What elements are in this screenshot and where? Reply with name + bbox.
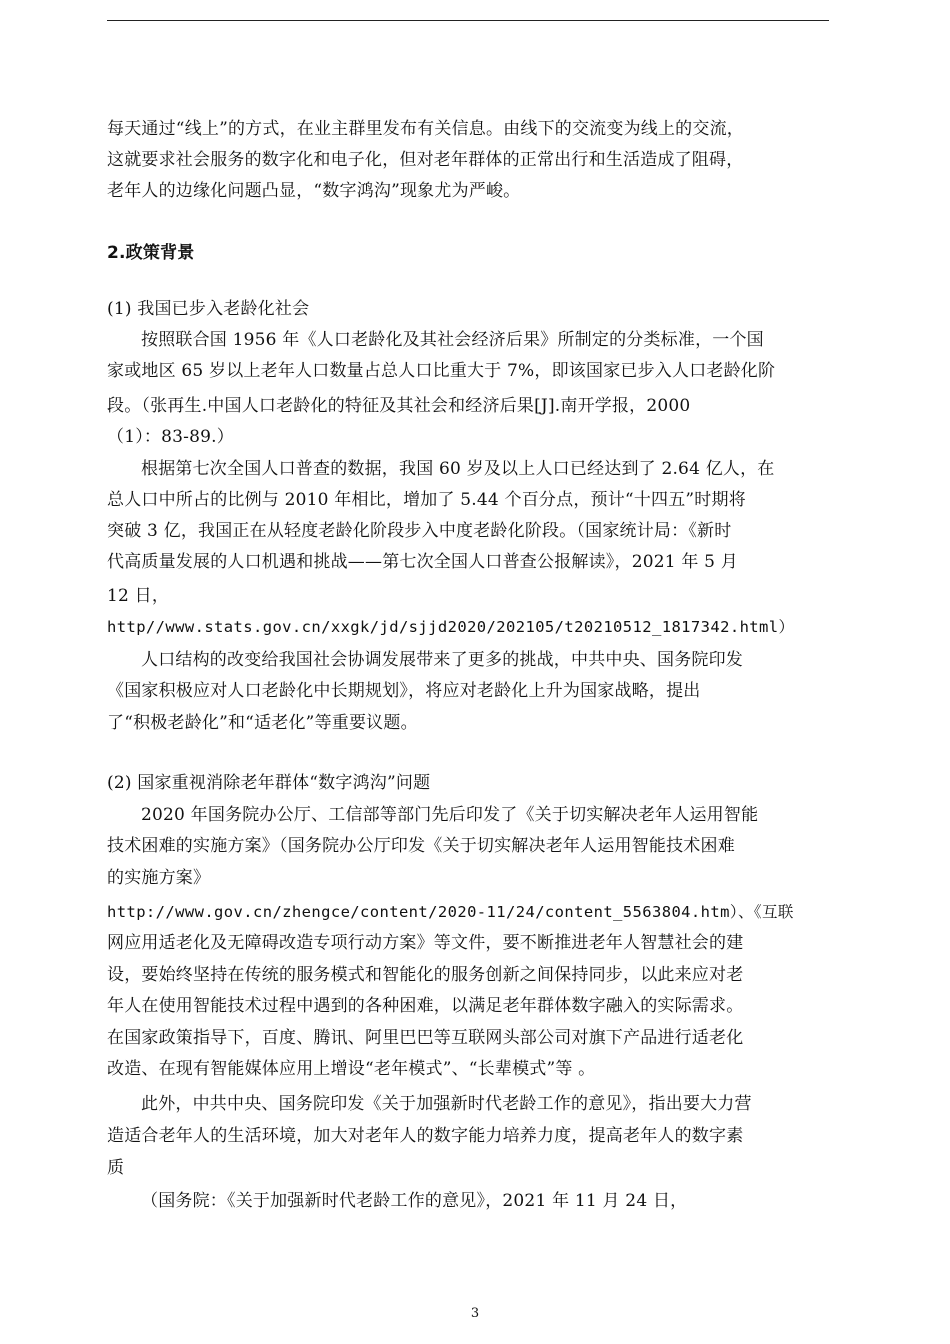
- text-line: 了“积极老龄化”和“适老化”等重要议题。: [107, 713, 418, 733]
- text-line: 改造、在现有智能媒体应用上增设“老年模式”、“长辈模式”等 。: [107, 1059, 596, 1079]
- text-line: 设，要始终坚持在传统的服务模式和智能化的服务创新之间保持同步，以此来应对老: [107, 965, 744, 985]
- header-rule: [107, 20, 829, 21]
- page-number: 3: [470, 1306, 480, 1321]
- text-line: 《国家积极应对人口老龄化中长期规划》，将应对老龄化上升为国家战略，提出: [107, 681, 701, 701]
- reference-url: http://www.gov.cn/zhengce/content/2020-11/24/content_5563804.htm）、《互联: [107, 903, 794, 921]
- text-line: 老年人的边缘化问题凸显，“数字鸿沟”现象尤为严峻。: [107, 181, 521, 201]
- text-line: 技术困难的实施方案》（国务院办公厅印发《关于切实解决老年人运用智能技术困难: [107, 836, 735, 856]
- section-heading: 2.政策背景: [107, 243, 195, 263]
- text-line: 的实施方案》: [107, 868, 211, 888]
- text-line: 突破 3 亿，我国正在从轻度老龄化阶段步入中度老龄化阶段。（国家统计局：《新时: [107, 521, 732, 541]
- text-line: 此外，中共中央、国务院印发《关于加强新时代老龄工作的意见》，指出要大力营: [141, 1094, 752, 1114]
- text-line: 网应用适老化及无障碍改造专项行动方案》等文件，要不断推进老年人智慧社会的建: [107, 933, 744, 953]
- text-line: 人口结构的改变给我国社会协调发展带来了更多的挑战，中共中央、国务院印发: [141, 650, 743, 670]
- text-line: 造适合老年人的生活环境，加大对老年人的数字能力培养力度，提高老年人的数字素: [107, 1126, 744, 1146]
- text-line: （1）：83-89.）: [107, 427, 234, 447]
- text-line: 按照联合国 1956 年《人口老龄化及其社会经济后果》所制定的分类标准，一个国: [141, 330, 764, 350]
- text-line: 根据第七次全国人口普查的数据，我国 60 岁及以上人口已经达到了 2.64 亿人，在: [141, 459, 775, 479]
- text-line: （国务院：《关于加强新时代老龄工作的意见》，2021 年 11 月 24 日，: [141, 1191, 688, 1211]
- text-line: 质: [107, 1158, 125, 1178]
- text-line: 段。（张再生.中国人口老龄化的特征及其社会和经济后果[J].南开学报，2000: [107, 396, 691, 416]
- text-line: 总人口中所占的比例与 2010 年相比，增加了 5.44 个百分点，预计“十四五”时期将: [107, 490, 746, 510]
- text-line: 家或地区 65 岁以上老年人口数量占总人口比重大于 7%，即该国家已步入人口老龄化阶: [107, 361, 776, 381]
- text-line: 年人在使用智能技术过程中遇到的各种困难，以满足老年群体数字融入的实际需求。: [107, 996, 744, 1016]
- text-line: 2020 年国务院办公厅、工信部等部门先后印发了《关于切实解决老年人运用智能: [141, 805, 759, 825]
- text-line: 每天通过“线上”的方式，在业主群里发布有关信息。由线下的交流变为线上的交流，: [107, 119, 744, 139]
- reference-url: http//www.stats.gov.cn/xxgk/jd/sjjd2020/202105/t20210512_1817342.html）: [107, 618, 795, 636]
- text-line: 在国家政策指导下，百度、腾讯、阿里巴巴等互联网头部公司对旗下产品进行适老化: [107, 1028, 744, 1048]
- text-line: 这就要求社会服务的数字化和电子化，但对老年群体的正常出行和生活造成了阻碍，: [107, 150, 744, 170]
- subsection-title: (1) 我国已步入老龄化社会: [107, 299, 310, 319]
- subsection-title: (2) 国家重视消除老年群体“数字鸿沟”问题: [107, 773, 431, 793]
- text-line: 12 日，: [107, 586, 170, 606]
- text-line: 代高质量发展的人口机遇和挑战——第七次全国人口普查公报解读》，2021 年 5 月: [107, 552, 738, 572]
